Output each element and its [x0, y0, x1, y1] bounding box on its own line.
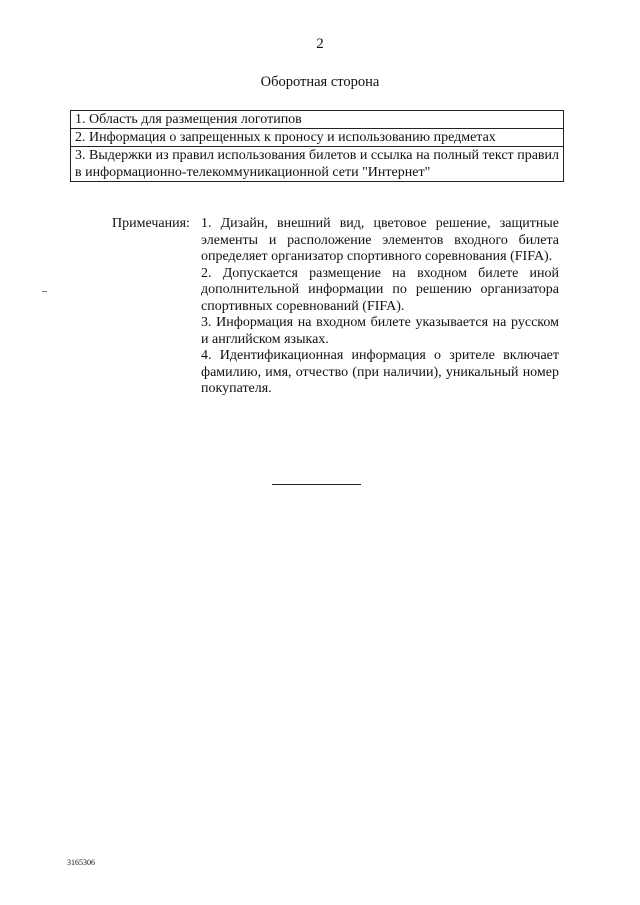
page-subtitle: Оборотная сторона — [260, 74, 380, 90]
layout-row-prohibited-items: 2. Информация о запрещенных к проносу и использованию предметах — [71, 129, 563, 147]
end-of-document-rule — [272, 484, 361, 485]
page-number: 2 — [316, 36, 324, 52]
notes-list — [201, 216, 559, 398]
note-item: 2. Допускается размещение на входном билете иной дополнительной информации по решению организатора спортивных соревнований (FIFA). — [201, 265, 559, 314]
note-item: 4. Идентификационная информация о зрителе включает фамилию, имя, отчество (при наличии), уникальный номер покупателя. — [201, 348, 559, 396]
notes-label: Примечания: — [112, 216, 190, 231]
document-code: 3165306 — [67, 858, 95, 867]
layout-row-logos: 1. Область для размещения логотипов — [71, 111, 563, 129]
ticket-layout-table — [70, 110, 564, 182]
layout-row-rules-excerpt: 3. Выдержки из правил использования билетов и ссылка на полный текст правил в информационно-телекоммуникационной сети "Интернет" — [75, 148, 559, 180]
notes-section — [112, 216, 560, 398]
margin-mark — [42, 291, 47, 292]
note-item: 1. Дизайн, внешний вид, цветовое решение, защитные элементы и расположение элементов входного билета определяет организатор спортивного соревнования (FIFA). — [201, 216, 559, 264]
note-item: 3. Информация на входном билете указывается на русском и английском языках. — [201, 315, 559, 347]
